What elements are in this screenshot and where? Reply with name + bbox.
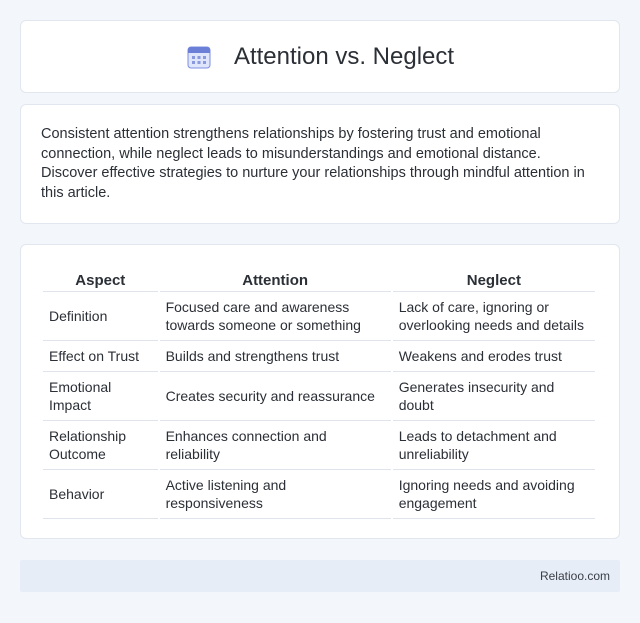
cell-aspect: Emotional Impact — [43, 372, 158, 421]
intro-card — [20, 104, 620, 224]
comparison-table — [41, 263, 597, 519]
page-title: Attention vs. Neglect — [233, 42, 455, 70]
title-card — [20, 20, 620, 93]
footer — [20, 560, 620, 592]
cell-aspect: Effect on Trust — [43, 341, 158, 372]
header-neglect: Neglect — [393, 263, 595, 292]
cell-neglect: Generates insecurity and doubt — [393, 372, 595, 421]
cell-neglect: Lack of care, ignoring or overlooking needs and details — [393, 292, 595, 341]
calendar-icon — [186, 44, 212, 70]
cell-attention: Focused care and awareness towards someone or something — [160, 292, 391, 341]
cell-neglect: Weakens and erodes trust — [393, 341, 595, 372]
header-attention: Attention — [160, 263, 391, 292]
table-row — [43, 421, 595, 470]
table-row — [43, 341, 595, 372]
cell-attention: Enhances connection and reliability — [160, 421, 391, 470]
cell-attention: Active listening and responsiveness — [160, 470, 391, 519]
cell-neglect: Leads to detachment and unreliability — [393, 421, 595, 470]
cell-aspect: Relationship Outcome — [43, 421, 158, 470]
cell-attention: Builds and strengthens trust — [160, 341, 391, 372]
table-row — [43, 470, 595, 519]
comparison-card — [20, 244, 620, 539]
footer-brand[interactable]: Relatioo.com — [539, 569, 610, 583]
header-aspect: Aspect — [43, 263, 158, 292]
cell-aspect: Behavior — [43, 470, 158, 519]
table-row — [43, 292, 595, 341]
cell-attention: Creates security and reassurance — [160, 372, 391, 421]
cell-aspect: Definition — [43, 292, 158, 341]
intro-text: Consistent attention strengthens relationships by fostering trust and emotional connection, while neglect leads to misunderstandings and emotional distance. Discover effective strategies to nurture your relationships through mindful attention in this article. — [41, 126, 585, 201]
cell-neglect: Ignoring needs and avoiding engagement — [393, 470, 595, 519]
table-row — [43, 372, 595, 421]
